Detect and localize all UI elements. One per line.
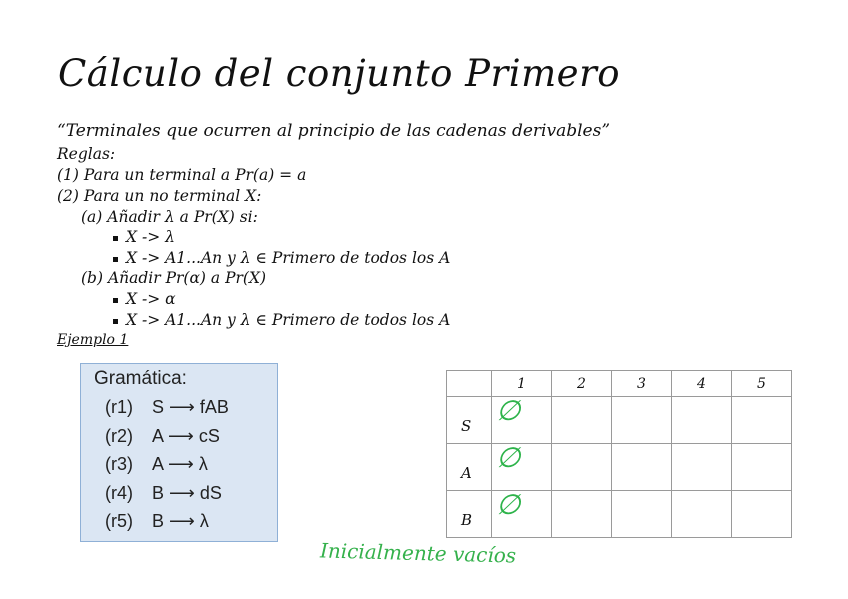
- rule-tag: (r1): [105, 397, 133, 417]
- rule-1: (1) Para un terminal a Pr(a) = a: [57, 166, 307, 184]
- rule-2a: (a) Añadir λ a Pr(X) si:: [81, 208, 258, 226]
- table-cell: [672, 397, 732, 444]
- row-label-text: A: [461, 464, 472, 482]
- table-cell: [492, 394, 552, 444]
- empty-set-symbol: ∅: [496, 394, 521, 427]
- table-cell: [612, 397, 672, 444]
- page-title: Cálculo del conjunto Primero: [58, 52, 621, 95]
- rule-2a-item-text: X -> A1...An y λ ∈ Primero de todos los A: [126, 249, 451, 267]
- table-cell: [732, 444, 792, 491]
- column-header: 4: [672, 371, 732, 397]
- rule-tag: (r2): [105, 426, 133, 446]
- rule-2a-item: [113, 228, 175, 246]
- table-cell: [732, 491, 792, 538]
- rule-2: (2) Para un no terminal X:: [57, 187, 262, 205]
- rules-heading: Reglas:: [57, 145, 116, 163]
- rule-2b: (b) Añadir Pr(α) a Pr(X): [81, 269, 267, 287]
- definition-quote: “Terminales que ocurren al principio de las cadenas derivables”: [57, 121, 611, 141]
- table-cell: [612, 491, 672, 538]
- row-label-text: S: [461, 417, 472, 435]
- handwritten-note: Inicialmente vacíos: [319, 538, 517, 568]
- table-cell: [732, 397, 792, 444]
- rule-tag: (r5): [105, 511, 133, 531]
- table-cell: [612, 444, 672, 491]
- grammar-rule: [105, 483, 222, 504]
- column-header: 3: [612, 371, 672, 397]
- table-header-row: [447, 371, 792, 397]
- row-label: [447, 444, 492, 491]
- grammar-rule: [105, 397, 229, 418]
- table-row: [447, 491, 792, 538]
- rule-2b-item: [113, 290, 176, 308]
- rule-tag: (r3): [105, 454, 133, 474]
- table-row: [447, 397, 792, 444]
- rule-production: S ⟶ fAB: [152, 397, 229, 417]
- rule-2b-item-text: X -> A1...An y λ ∈ Primero de todos los A: [126, 311, 451, 329]
- table-cell: [552, 491, 612, 538]
- table-cell: [552, 444, 612, 491]
- bullet-icon: [113, 257, 118, 262]
- rule-production: B ⟶ λ: [152, 511, 209, 531]
- table-row: [447, 444, 792, 491]
- grammar-box: [80, 363, 278, 542]
- rule-2a-item: [113, 249, 450, 267]
- table-cell: [672, 444, 732, 491]
- bullet-icon: [113, 319, 118, 324]
- table-cell: [552, 397, 612, 444]
- column-header: 2: [552, 371, 612, 397]
- bullet-icon: [113, 236, 118, 241]
- empty-set-symbol: ∅: [496, 488, 521, 521]
- row-label: [447, 397, 492, 444]
- rule-2b-item-text: X -> α: [126, 290, 176, 308]
- column-header: 1: [492, 371, 552, 397]
- bullet-icon: [113, 298, 118, 303]
- rule-production: A ⟶ cS: [152, 426, 220, 446]
- first-set-table: [446, 370, 792, 538]
- grammar-rule: [105, 511, 209, 532]
- example-label: Ejemplo 1: [57, 332, 129, 348]
- rule-2b-item: [113, 311, 450, 329]
- rule-production: A ⟶ λ: [152, 454, 208, 474]
- rule-2a-item-text: X -> λ: [126, 228, 175, 246]
- grammar-title: Gramática:: [94, 368, 187, 389]
- table-cell: [492, 441, 552, 491]
- rule-production: B ⟶ dS: [152, 483, 222, 503]
- grammar-rule: [105, 426, 220, 447]
- rule-tag: (r4): [105, 483, 133, 503]
- header-corner: [447, 371, 492, 397]
- table-cell: [492, 488, 552, 538]
- grammar-rule: [105, 454, 208, 475]
- row-label-text: B: [461, 511, 473, 529]
- row-label: [447, 491, 492, 538]
- column-header: 5: [732, 371, 792, 397]
- table-cell: [672, 491, 732, 538]
- empty-set-symbol: ∅: [496, 441, 521, 474]
